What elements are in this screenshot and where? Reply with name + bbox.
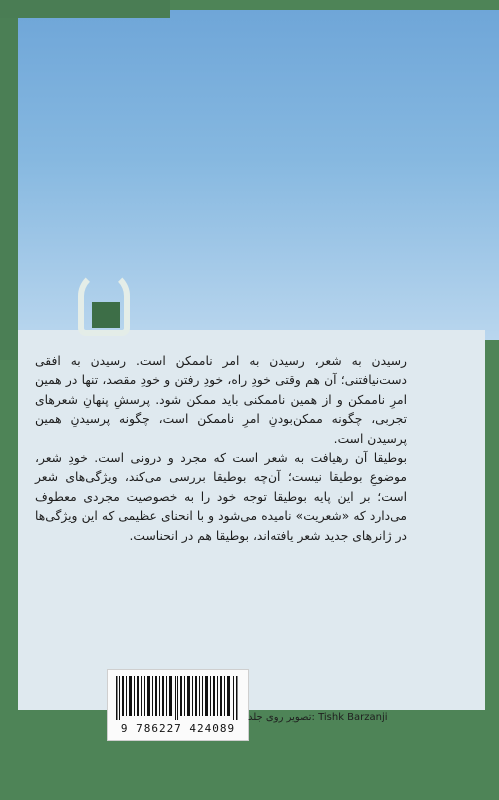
barcode-bars-icon bbox=[116, 676, 238, 720]
green-border-left bbox=[0, 0, 20, 360]
blurb-paragraph-1: رسیدن به شعر، رسیدن به امر ناممکن است. رسیدن به افقی دست‌نیافتنی؛ آن هم وقتی خودِ راه، خودِ رفتن و خودِ مقصد، تنها در همین امرِ ناممکن و از همین ناممکنی باید ممکن شود. پرسشِ پنهانِ شعرهای تجربی، چگونه ممکن‌بودنِ امرِ ناممکن است، چگونه پرسیدنِ همین پرسیدن است. bbox=[35, 354, 407, 446]
green-border-top bbox=[0, 0, 170, 18]
isbn-number: 9 786227 424089 bbox=[120, 722, 236, 735]
logo-square-icon bbox=[92, 302, 120, 328]
publisher-logo bbox=[78, 262, 132, 338]
cover-image-credit: تصویر روی جلد: Tishk Barzanji bbox=[248, 712, 388, 723]
barcode bbox=[107, 669, 249, 741]
blurb-text bbox=[35, 352, 407, 546]
blurb-paragraph-2: بوطیقا آن رهیافت به شعر است که مجرد و درونی است. خودِ شعر، موضوعِ بوطیقا نیست؛ آن‌چه بوطیقا بررسی می‌کند، ویژگی‌های شعر است؛ بر این پایه بوطیقا توجه خود را به خصوصیت مجردی معطوف می‌دارد که «شعریت» نامیده می‌شود و با انحنای عظیمی که این ویژگی‌ها در ژانرهای جدید شعر یافته‌اند، بوطیقا هم در انحناست. bbox=[35, 451, 407, 543]
